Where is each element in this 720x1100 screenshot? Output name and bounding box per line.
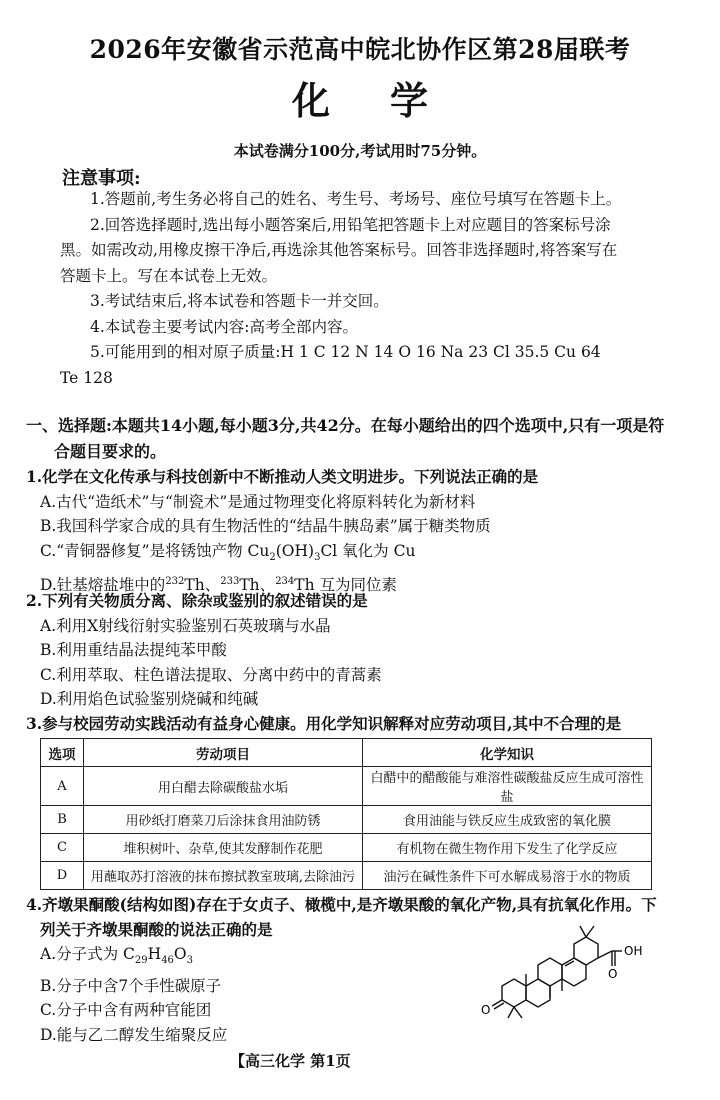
table-cell: 用砂纸打磨菜刀后涂抹食用油防锈 — [84, 806, 363, 834]
notice-item: 3.考试结束后,将本试卷和答题卡一并交回。 — [90, 292, 389, 310]
q3-table — [40, 738, 652, 890]
option-c: C.利用萃取、柱色谱法提取、分离中药中的青蒿素 — [40, 665, 382, 684]
question-stem: 列关于齐墩果酮酸的说法正确的是 — [40, 919, 273, 939]
notice-item: 答题卡上。写在本试卷上无效。 — [60, 266, 278, 285]
table-cell: 用白醋去除碳酸盐水垢 — [84, 767, 363, 806]
table-cell: 用蘸取苏打溶液的抹布擦拭教室玻璃,去除油污 — [84, 862, 363, 890]
table-row — [41, 767, 652, 806]
table-cell: D — [41, 862, 84, 890]
label-o: O — [608, 967, 618, 981]
ring-a — [502, 979, 526, 1007]
table-cell: B — [41, 806, 84, 834]
exam-title: 2026年安徽省示范高中皖北协作区第28届联考 — [89, 35, 631, 64]
option-d: D.钍基熔盐堆中的$^{232}$Th、$^{233}$Th、$^{234}$Th 互为同位素 — [40, 576, 398, 595]
section-heading-line: 一、选择题:本题共14小题,每小题3分,共42分。在每小题给出的四个选项中,只有一项是符 — [26, 416, 665, 435]
subject-title: 化学 — [291, 78, 488, 123]
notice-item: Te 128 — [60, 368, 113, 387]
section-heading — [26, 413, 666, 464]
option-b: B.分子中含7个手性碳原子 — [40, 976, 222, 995]
table-cell: 堆积树叶、杂草,使其发酵制作花肥 — [84, 834, 363, 862]
notice-item: 4.本试卷主要考试内容:高考全部内容。 — [90, 317, 359, 336]
notice-item: 5.可能用到的相对原子质量:H 1 C 12 N 14 O 16 Na 23 Cl 35.5 Cu 64 — [90, 343, 601, 361]
question-stem: 2.下列有关物质分离、除杂或鉴别的叙述错误的是 — [26, 591, 368, 610]
table-cell: C — [41, 834, 84, 862]
methyl-bond — [508, 1007, 514, 1018]
option-a: A.分子式为 $C_{29}H_{46}O_3$ — [40, 945, 194, 967]
table-row — [41, 806, 652, 834]
option-b: B.利用重结晶法提纯苯甲酸 — [40, 641, 227, 659]
option-d: D.利用焰色试验鉴别烧碱和纯碱 — [40, 690, 259, 708]
option-a: A.利用X射线衍射实验鉴别石英玻璃与水晶 — [40, 616, 331, 635]
table-cell: A — [41, 767, 84, 806]
table-cell: 白醋中的醋酸能与难溶性碳酸盐反应生成可溶性盐 — [363, 767, 652, 806]
table-row — [41, 862, 652, 890]
table-cell: 有机物在微生物作用下发生了化学反应 — [363, 834, 652, 862]
question-stem: 4.齐墩果酮酸(结构如图)存在于女贞子、橄榄中,是齐墩果酸的氧化产物,具有抗氧化作用。下 — [26, 895, 657, 914]
question-1 — [26, 465, 676, 598]
ring-e — [574, 937, 598, 965]
option-c: C.“青铜器修复”是将锈蚀产物 $Cu_2(OH)_3Cl$ 氧化为 Cu — [40, 541, 416, 563]
option-a: A.古代“造纸术”与“制瓷术”是通过物理变化将原料转化为新材料 — [40, 492, 476, 511]
question-2 — [26, 589, 676, 712]
notice-item: 黑。如需改动,用橡皮擦干净后,再选涂其他答案标号。回答非选择题时,将答案写在 — [60, 241, 618, 259]
label-o: O — [481, 1003, 491, 1017]
ring-c — [538, 958, 562, 986]
notice-heading: 注意事项: — [62, 168, 141, 189]
question-3 — [26, 712, 676, 737]
score-line: 本试卷满分100分,考试用时75分钟。 — [233, 142, 487, 160]
table-cell: 油污在碱性条件下可水解成易溶于水的物质 — [363, 862, 652, 890]
table-header: 化学知识 — [363, 739, 652, 767]
label-oh: OH — [624, 944, 643, 958]
option-d: D.能与乙二醇发生缩聚反应 — [40, 1025, 228, 1044]
section-heading-line: 合题目要求的。 — [54, 441, 167, 461]
notice-item: 2.回答选择题时,选出每小题答案后,用铅笔把答题卡上对应题目的答案标号涂 — [90, 215, 611, 234]
molecular-structure — [462, 908, 672, 1038]
option-b: B.我国科学家合成的具有生物活性的“结晶牛胰岛素”属于糖类物质 — [40, 517, 491, 535]
methyl-bond — [514, 1007, 522, 1018]
table-cell: 食用油能与铁反应生成致密的氧化膜 — [363, 806, 652, 834]
methyl-bond — [580, 926, 586, 937]
page-footer: 【高三化学 第1页 — [230, 1052, 351, 1070]
table-header-row — [41, 739, 652, 767]
notice-list — [60, 187, 660, 391]
methyl-bond — [586, 926, 594, 937]
table-header: 选项 — [41, 739, 84, 767]
table-header: 劳动项目 — [84, 739, 363, 767]
question-stem: 1.化学在文化传承与科技创新中不断推动人类文明进步。下列说法正确的是 — [26, 467, 539, 486]
carboxyl-bond — [598, 951, 612, 958]
question-stem: 3.参与校园劳动实践活动有益身心健康。用化学知识解释对应劳动项目,其中不合理的是 — [26, 714, 622, 733]
option-c: C.分子中含有两种官能团 — [40, 1001, 212, 1020]
notice-item: 1.答题前,考生务必将自己的姓名、考生号、考场号、座位号填写在答题卡上。 — [90, 190, 622, 208]
table-row — [41, 834, 652, 862]
